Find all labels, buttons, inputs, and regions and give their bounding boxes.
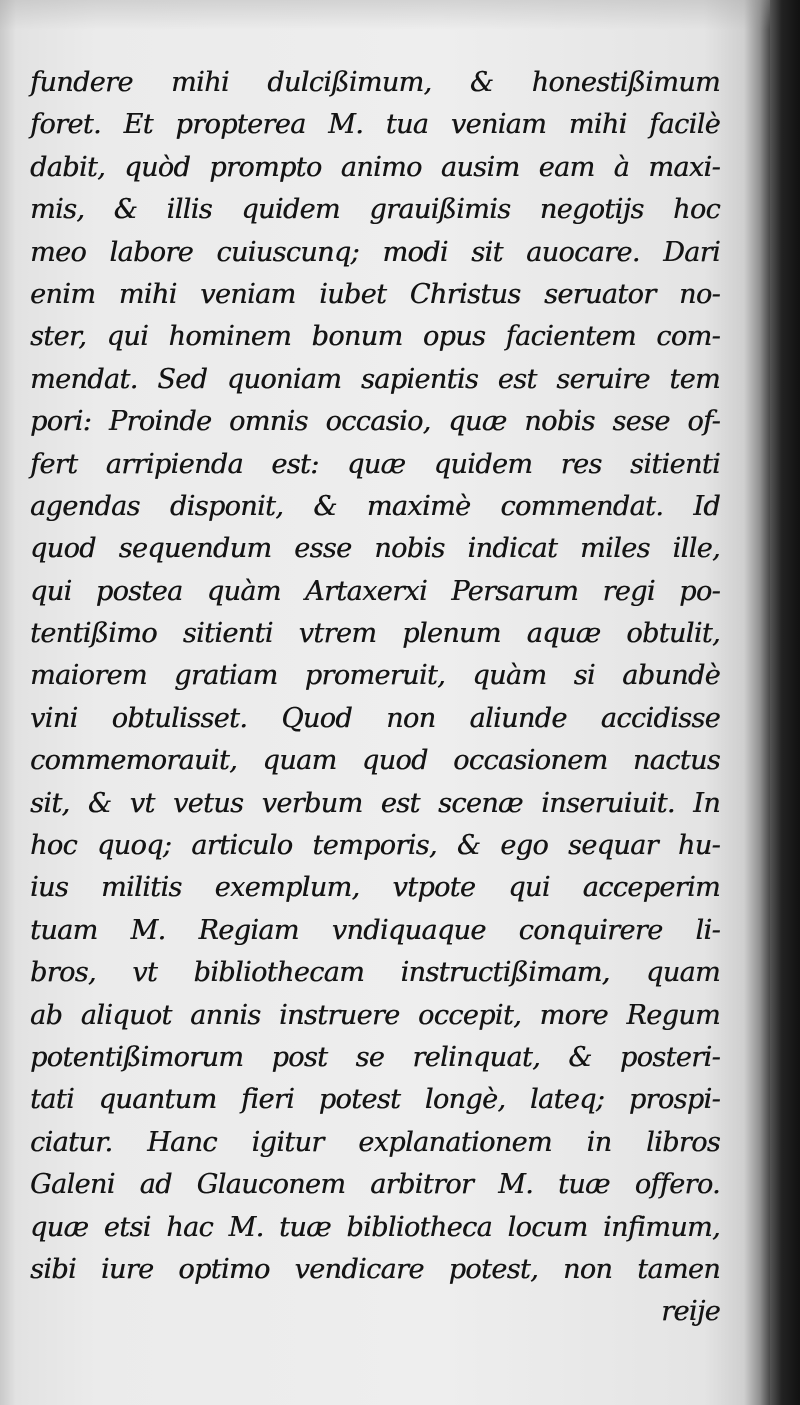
text-line: ab aliquot annis instruere occepit, more Regum — [30, 999, 720, 1031]
page-top-shadow — [0, 0, 800, 30]
book-binding-edge — [770, 0, 800, 1405]
text-line: mendat. Sed quoniam sapientis est seruire tem — [30, 363, 720, 395]
text-line: foret. Et propterea M. tua veniam mihi facilè — [30, 109, 720, 141]
text-line: bros, vt bibliothecam instructißimam, quam — [30, 957, 720, 989]
text-line: sit, & vt vetus verbum est scenæ inseruiuit. In — [30, 787, 720, 819]
text-line: agendas disponit, & maximè commendat. Id — [30, 490, 720, 522]
text-line: pori: Proinde omnis occasio, quæ nobis sese of- — [30, 406, 720, 438]
text-line: Galeni ad Glauconem arbitror M. tuæ offero. — [30, 1169, 720, 1201]
text-line: qui postea quàm Artaxerxi Persarum regi po- — [30, 575, 720, 607]
text-line: quæ etsi hac M. tuæ bibliotheca locum infimum, — [30, 1211, 720, 1243]
text-line: quod sequendum esse nobis indicat miles ille, — [30, 533, 720, 565]
text-line: potentißimorum post se relinquat, & posteri- — [30, 1041, 720, 1073]
text-line: enim mihi veniam iubet Christus seruator no- — [30, 278, 720, 310]
text-line: meo labore cuiuscunq; modi sit auocare. Dari — [30, 236, 720, 268]
text-line: fundere mihi dulcißimum, & honestißimum — [30, 67, 720, 98]
text-line: mis, & illis quidem grauißimis negotijs hoc — [30, 194, 720, 226]
text-line: ius militis exemplum, vtpote qui acceperim — [30, 872, 720, 904]
text-line: fert arripienda est: quæ quidem res sitienti — [30, 448, 720, 480]
text-block — [30, 62, 720, 1334]
text-line: ster, qui hominem bonum opus facientem com- — [30, 321, 720, 353]
text-line: commemorauit, quam quod occasionem nactus — [30, 745, 720, 777]
catchword: reije — [661, 1296, 720, 1328]
text-line: ciatur. Hanc igitur explanationem in libros — [30, 1126, 720, 1158]
text-line: hoc quoq; articulo temporis, & ego sequar hu- — [30, 830, 720, 862]
text-line: dabit, quòd prompto animo ausim eam à maxi- — [30, 151, 720, 183]
text-line: sibi iure optimo vendicare potest, non tamen — [30, 1253, 720, 1285]
text-line: vini obtulisset. Quod non aliunde accidisse — [30, 702, 720, 734]
text-line: tati quantum fieri potest longè, lateq; prospi- — [30, 1084, 720, 1116]
text-line: tuam M. Regiam vndiquaque conquirere li- — [30, 914, 720, 946]
text-line: tentißimo sitienti vtrem plenum aquæ obtulit, — [30, 618, 720, 650]
text-line: maiorem gratiam promeruit, quàm si abundè — [30, 660, 720, 692]
